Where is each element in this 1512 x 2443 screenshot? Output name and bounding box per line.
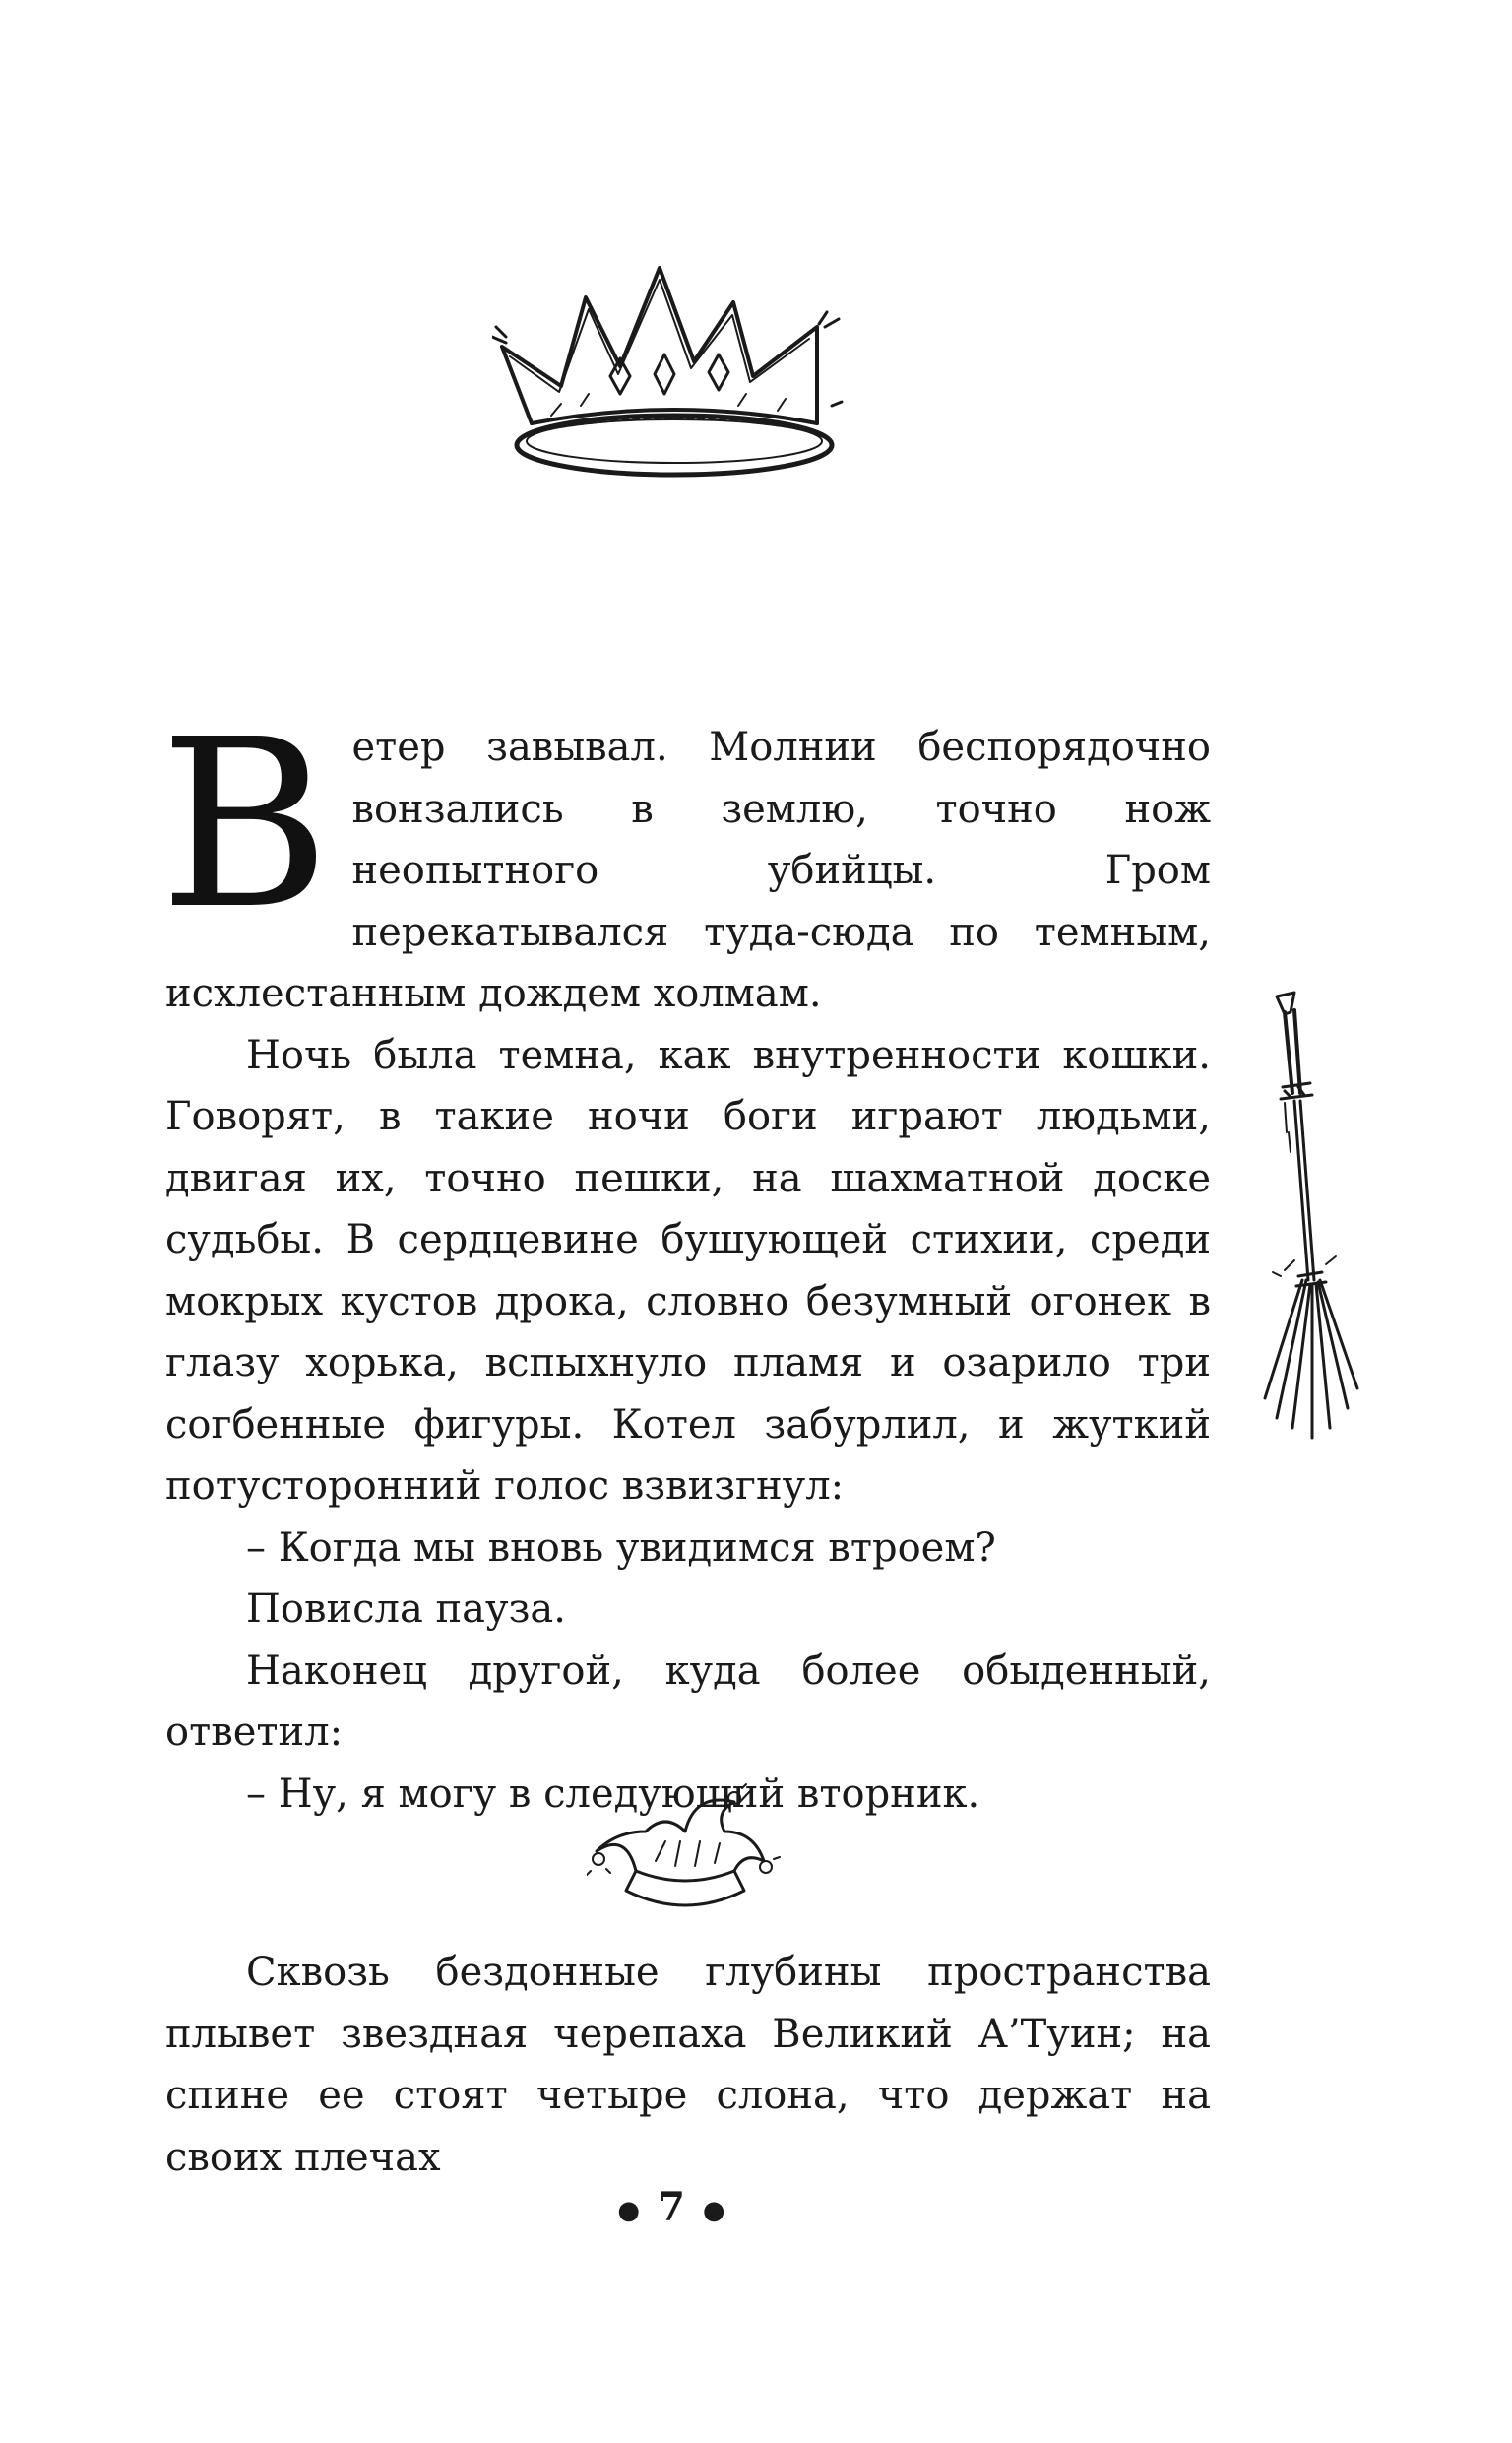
continued-text — [165, 1942, 1211, 2188]
paragraph: Наконец другой, куда более обыденный, ответил: — [165, 1647, 1211, 1755]
jester-hat-illustration — [587, 1772, 784, 1930]
bullet-icon: ● — [617, 2196, 643, 2225]
broom-illustration — [1255, 985, 1363, 1447]
paragraph: Сквозь бездонные глубины пространства плывет звездная черепаха Великий А’Туин; на спине ее стоят четыре слона, что держат на своих плечах — [165, 1950, 1211, 2180]
bullet-icon: ● — [702, 2196, 727, 2225]
paragraph: Повисла пауза. — [246, 1586, 566, 1632]
opening-paragraph: Ветер завывал. Молнии беспорядочно вонзались в землю, точно нож неопытного убийцы. Гром перекатывался туда-сюда по темным, исхлестанным дождем холмам. — [159, 689, 1211, 1016]
page-number: ● 7 ● — [617, 2184, 727, 2230]
dialogue-line: – Когда мы вновь увидимся втроем? — [246, 1524, 996, 1571]
main-text — [159, 689, 1211, 1825]
dialogue-line: – Ну, я могу в следующий вторник. — [246, 1770, 980, 1817]
crown-illustration — [492, 258, 856, 484]
drop-cap: В — [159, 689, 331, 960]
paragraph: Ночь была темна, как внутренности кошки. Говорят, в такие ночи боги играют людьми, двигая их, точно пешки, на шахматной доске судьбы. В сердцевине бушующей стихии, среди мокрых кустов дрока, словно безумный огонек в глазу хорька, вспыхнуло пламя и озарило три согбенные фигуры. Котел забурлил, и жуткий потусторонний голос взвизгнул: — [165, 1032, 1211, 1509]
